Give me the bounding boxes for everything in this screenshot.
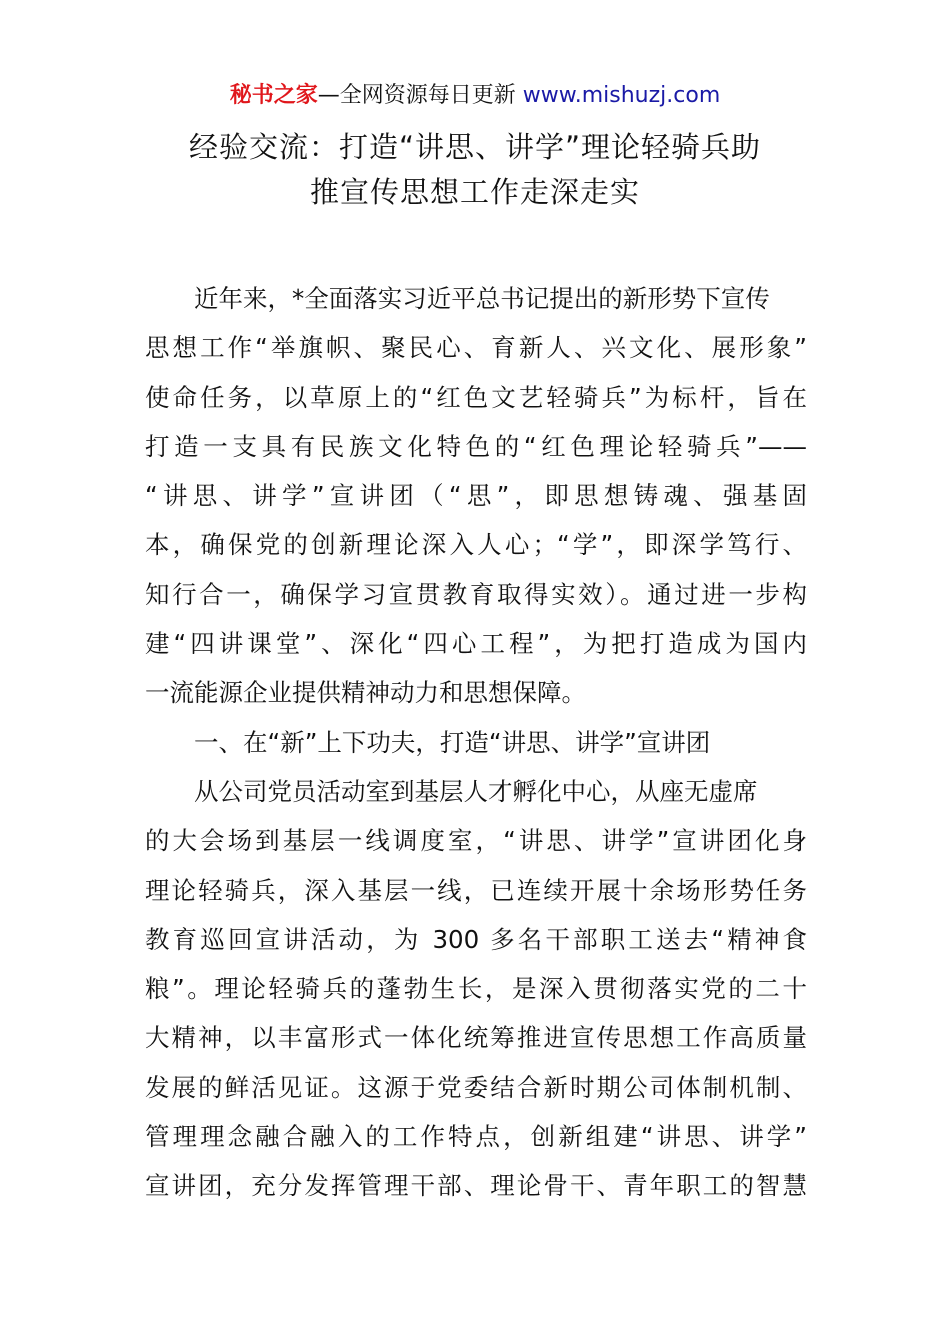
text-line: 建“四讲课堂”、深化“四心工程”，为把打造成为国内	[145, 629, 807, 659]
header-tagline: —全网资源每日更新	[317, 83, 516, 108]
text-line: 使命任务，以草原上的“红色文艺轻骑兵”为标杆，旨在	[145, 382, 807, 412]
text-line: 粮”。理论轻骑兵的蓬勃生长，是深入贯彻落实党的二十	[145, 974, 807, 1004]
text-line: 教育巡回宣讲活动，为 300 多名干部职工送去“精神食	[145, 924, 807, 954]
title-line-2: 推宣传思想工作走深走实	[309, 175, 640, 209]
text-line: 知行合一，确保学习宣贯教育取得实效）。通过进一步构	[145, 579, 807, 609]
text-line: 本，确保党的创新理论深入人心；“学”，即深学笃行、	[145, 530, 807, 560]
text-line: 管理理念融合融入的工作特点，创新组建“讲思、讲学”	[145, 1122, 807, 1152]
text-line: 打造一支具有民族文化特色的“红色理论轻骑兵”——	[145, 431, 807, 461]
text-line: 发展的鲜活见证。这源于党委结合新时期公司体制机制、	[145, 1072, 807, 1102]
paragraph-section-1	[145, 767, 807, 1211]
text-line: 一流能源企业提供精神动力和思想保障。	[145, 678, 586, 708]
title-line-1: 经验交流：打造“讲思、讲学”理论轻骑兵助	[188, 130, 762, 164]
document-body	[145, 274, 807, 1211]
brand-name: 秘书之家	[229, 83, 318, 108]
paragraph-intro	[145, 274, 807, 718]
site-header	[0, 80, 950, 112]
text-line: 大精神，以丰富形式一体化统筹推进宣传思想工作高质量	[145, 1023, 807, 1053]
site-url-link[interactable]: www.mishuzj.com	[522, 83, 721, 108]
text-line: 思想工作“举旗帜、聚民心、育新人、兴文化、展形象”	[145, 333, 807, 363]
document-title	[0, 125, 950, 215]
text-line: 近年来，*全面落实习近平总书记提出的新形势下宣传	[194, 284, 770, 313]
section-heading: 一、在“新”上下功夫，打造“讲思、讲学”宣讲团	[194, 727, 711, 757]
text-line: 的大会场到基层一线调度室，“讲思、讲学”宣讲团化身	[145, 826, 807, 856]
text-line: “讲思、讲学”宣讲团（“思”，即思想铸魂、强基固	[145, 481, 807, 511]
text-line: 理论轻骑兵，深入基层一线，已连续开展十余场形势任务	[145, 875, 807, 905]
text-line: 从公司党员活动室到基层人才孵化中心，从座无虚席	[194, 776, 758, 806]
text-line: 宣讲团，充分发挥管理干部、理论骨干、青年职工的智慧	[145, 1171, 807, 1201]
